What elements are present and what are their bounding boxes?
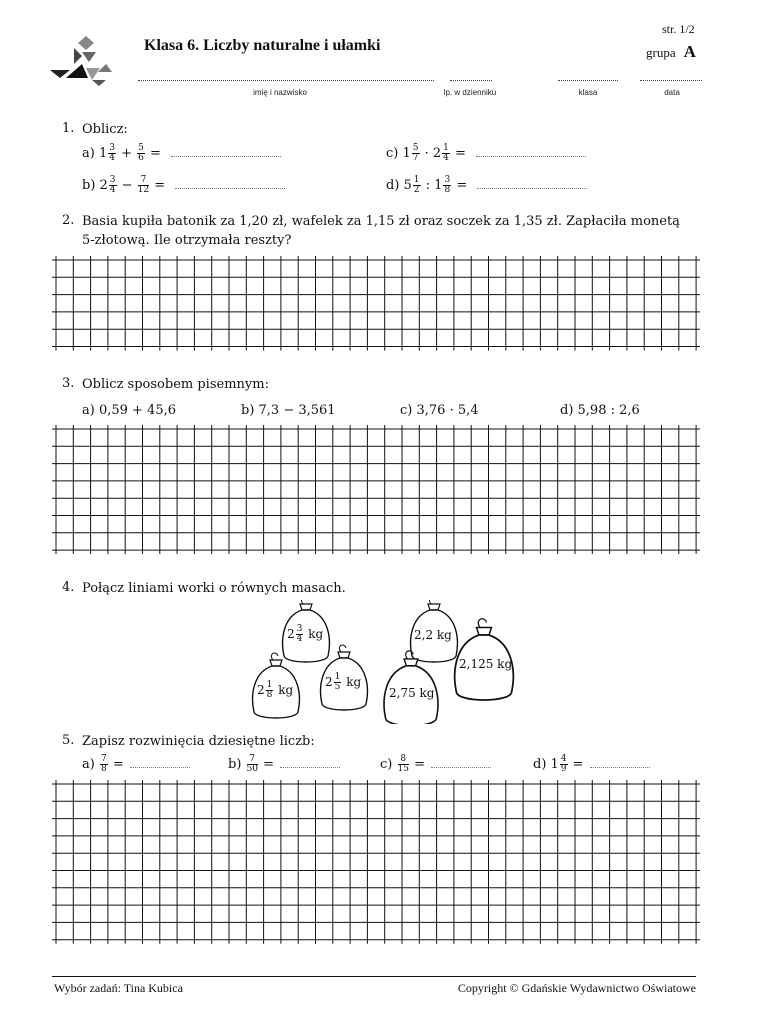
task-4-number: 4. xyxy=(62,580,75,595)
footer-author: Wybór zadań: Tina Kubica xyxy=(54,981,183,995)
class-field[interactable] xyxy=(558,80,618,81)
task-1b: b) 2 $\frac{3}{4}$ − $\frac{7}{12}$ = xyxy=(82,176,285,195)
answer-1d[interactable] xyxy=(477,178,587,189)
task-5-number: 5. xyxy=(62,733,75,748)
task-1-number: 1. xyxy=(62,121,75,136)
grid-lines xyxy=(52,256,700,351)
register-number-label: lp. w dzienniku xyxy=(443,88,497,97)
answer-1b[interactable] xyxy=(175,178,285,189)
bag-label-5: 2 $\frac{1}{5}$ kg xyxy=(325,672,362,692)
task-5d: d) 1 $\frac{4}{9}$ = xyxy=(533,755,650,774)
grid-lines xyxy=(52,425,700,554)
task-1c: c) 1 $\frac{5}{7}$ · 2 $\frac{1}{4}$ = xyxy=(386,144,586,163)
answer-5c[interactable] xyxy=(431,757,491,768)
task-5-text: Zapisz rozwinięcia dziesiętne liczb: xyxy=(82,734,315,749)
bag-label-1: 2 $\frac{3}{4}$ kg xyxy=(287,624,324,644)
publisher-logo xyxy=(48,34,114,86)
answer-5a[interactable] xyxy=(130,757,190,768)
name-field-label: imię i nazwisko xyxy=(253,88,307,97)
answer-grid-2[interactable] xyxy=(52,256,700,355)
task-3b: b) 7,3 − 3,561 xyxy=(241,403,336,418)
task-3-number: 3. xyxy=(62,376,75,391)
class-field-label: klasa xyxy=(578,88,598,97)
task-3d: d) 5,98 : 2,6 xyxy=(560,403,640,418)
page-number: str. 1/2 xyxy=(662,22,695,36)
grid-lines xyxy=(52,780,700,944)
answer-grid-3[interactable] xyxy=(52,425,700,558)
worksheet-title: Klasa 6. Liczby naturalne i ułamki xyxy=(144,37,381,54)
task-2-number: 2. xyxy=(62,213,75,228)
bag-label-4: 2 $\frac{1}{8}$ kg xyxy=(257,680,294,700)
task-1a: a) 1 $\frac{3}{4}$ + $\frac{5}{6}$ = xyxy=(82,144,281,163)
task-1d: d) 5 $\frac{1}{2}$ : 1 $\frac{3}{8}$ = xyxy=(386,176,587,195)
answer-grid-5[interactable] xyxy=(52,780,700,948)
group-indicator xyxy=(646,42,696,62)
answer-1a[interactable] xyxy=(171,146,281,157)
task-5c: c) $\frac{8}{15}$ = xyxy=(380,755,491,774)
task-3c: c) 3,76 · 5,4 xyxy=(400,403,479,418)
task-5b: b) $\frac{7}{50}$ = xyxy=(228,755,340,774)
name-field[interactable] xyxy=(138,80,434,81)
bag-label-3: 2,125 kg xyxy=(459,657,513,671)
task-2-line2: 5-złotową. Ile otrzymała reszty? xyxy=(82,233,292,248)
task-1-text: Oblicz: xyxy=(82,122,128,137)
footer-copyright: Copyright © Gdańskie Wydawnictwo Oświatowe xyxy=(457,981,696,995)
task-4-text: Połącz liniami worki o równych masach. xyxy=(82,581,346,596)
answer-5b[interactable] xyxy=(280,757,340,768)
task-5a: a) $\frac{7}{8}$ = xyxy=(82,755,190,774)
date-field[interactable] xyxy=(640,80,702,81)
group-value: A xyxy=(683,42,696,61)
register-number-field[interactable] xyxy=(450,80,492,81)
task-3-text: Oblicz sposobem pisemnym: xyxy=(82,377,269,392)
group-label: grupa xyxy=(646,45,676,60)
answer-1c[interactable] xyxy=(476,146,586,157)
task-3a: a) 0,59 + 45,6 xyxy=(82,403,177,418)
date-field-label: data xyxy=(664,88,680,97)
bag-label-2: 2,2 kg xyxy=(414,628,452,642)
footer-divider xyxy=(52,976,696,977)
answer-5d[interactable] xyxy=(590,757,650,768)
bag-label-6: 2,75 kg xyxy=(389,686,435,700)
task-2-line1: Basia kupiła batonik za 1,20 zł, wafelek za 1,15 zł oraz soczek za 1,35 zł. Zapłaciła monetą xyxy=(82,214,680,229)
